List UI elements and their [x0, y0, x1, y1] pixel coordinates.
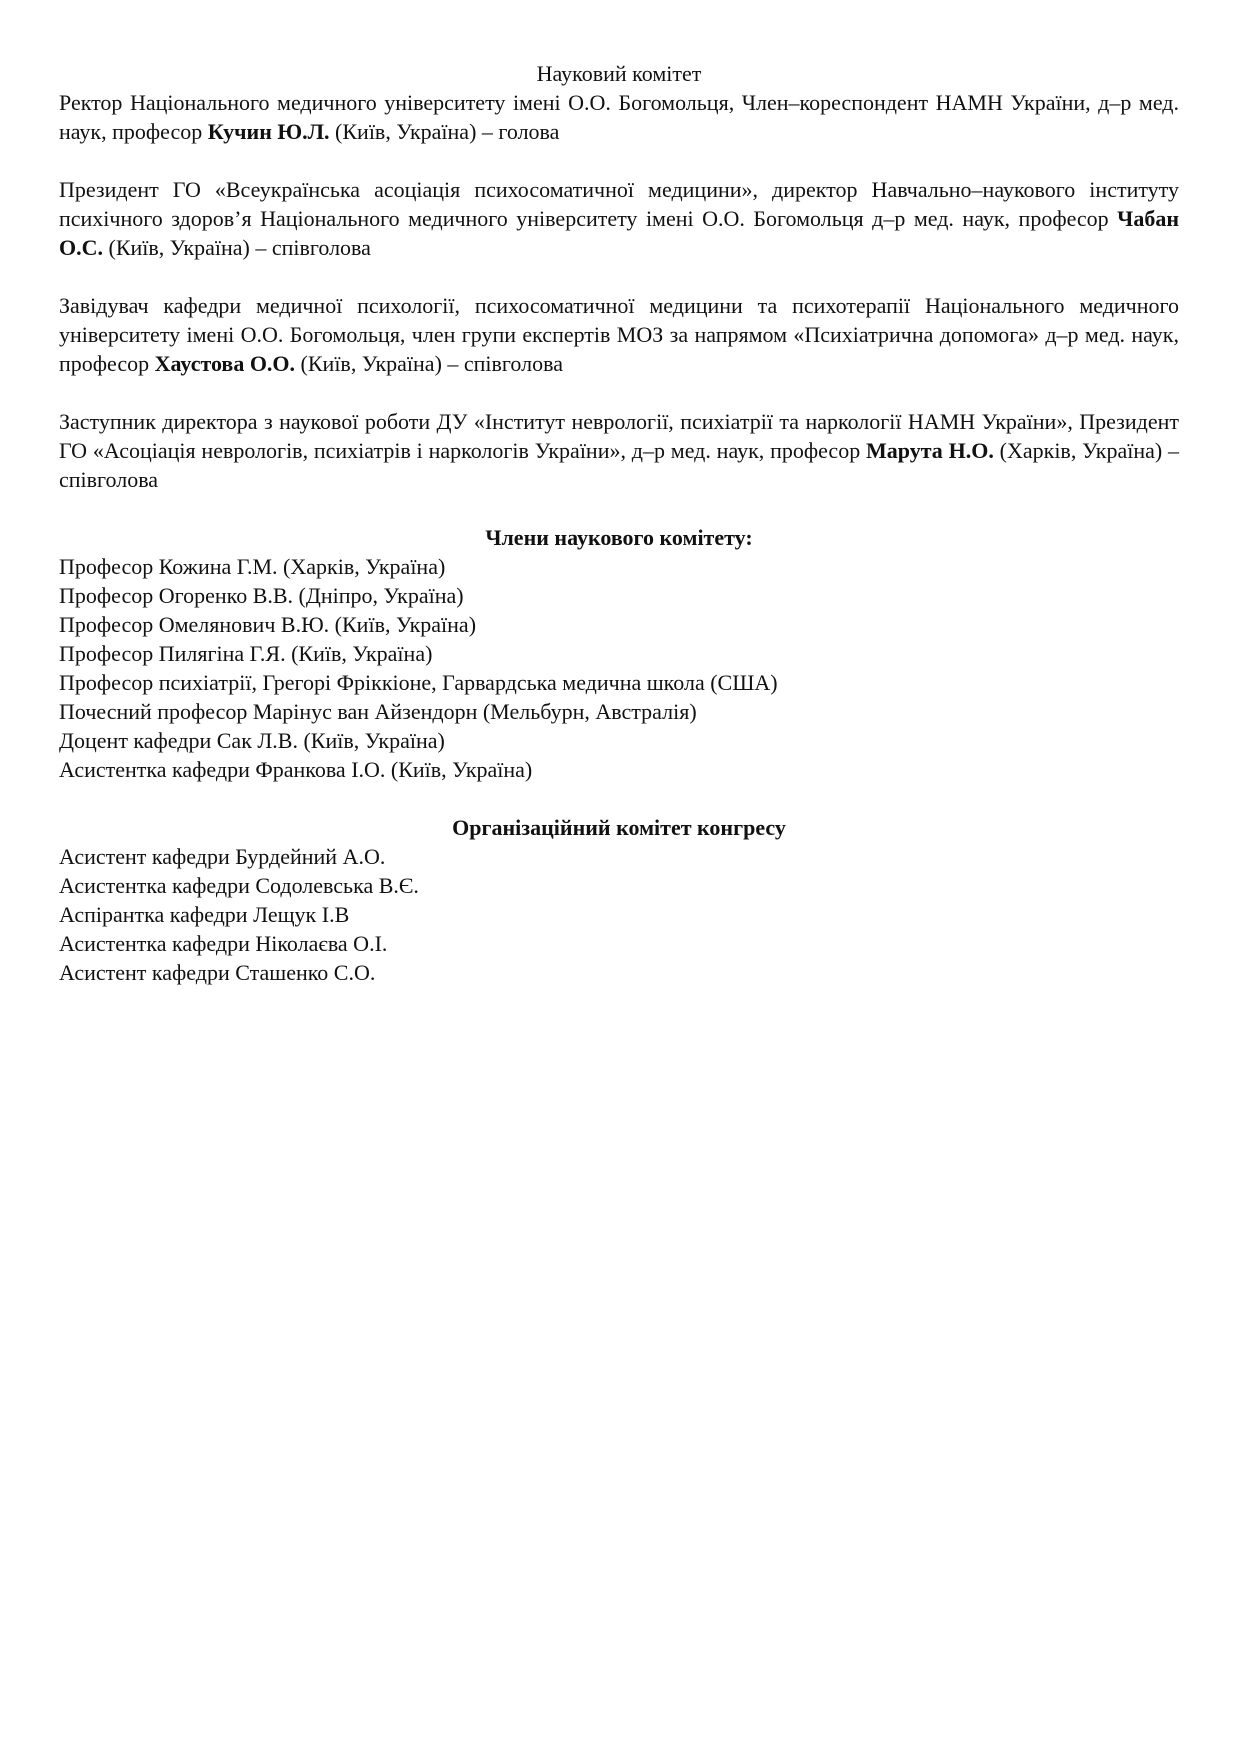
list-item: Почесний професор Марінус ван Айзендорн (Мельбурн, Австралія) [59, 699, 697, 724]
chair-name: Кучин Ю.Л. [207, 119, 330, 144]
list-item: Професор Пилягіна Г.Я. (Київ, Україна) [59, 641, 433, 666]
co-chair-location-role: (Харків, Україна) – співголова [59, 438, 1179, 492]
spacer [59, 262, 1179, 291]
co-chair-entry [59, 407, 1179, 494]
organizing-committee-heading: Організаційний комітет конгресу [452, 815, 786, 840]
list-item: Професор Огоренко В.В. (Дніпро, Україна) [59, 583, 464, 608]
members-heading: Члени наукового комітету: [485, 525, 753, 550]
co-chair-location-role: (Київ, Україна) – співголова [103, 235, 371, 260]
co-chair-name: Марута Н.О. [866, 438, 994, 463]
spacer [59, 146, 1179, 175]
list-item: Асистентка кафедри Ніколаєва О.І. [59, 931, 388, 956]
co-chair-name: Хаустова О.О. [154, 351, 296, 376]
list-item: Професор психіатрії, Грегорі Фріккіоне, Гарвардська медична школа (США) [59, 670, 778, 695]
co-chair-entry [59, 175, 1179, 262]
organizing-committee-list [59, 842, 1179, 987]
co-chair-location-role: (Київ, Україна) – співголова [295, 351, 563, 376]
spacer [59, 494, 1179, 523]
co-chair-description: Заступник директора з наукової роботи ДУ «Інститут неврології, психіатрії та наркології НАМН України», Президент ГО «Асоціація неврологів, психіатрів і наркологів України», д–р мед. наук, професор [59, 409, 1179, 463]
chair-location-role: (Київ, Україна) – голова [329, 119, 560, 144]
document-title: Науковий комітет [536, 61, 702, 86]
list-item: Асистентка кафедри Содолевська В.Є. [59, 873, 419, 898]
list-item: Асистент кафедри Сташенко С.О. [59, 960, 376, 985]
members-list [59, 552, 1179, 784]
list-item: Аспірантка кафедри Лещук І.В [59, 902, 350, 927]
chair-description: Ректор Національного медичного університету імені О.О. Богомольця, Член–кореспондент НАМН України, д–р мед. наук, професор [59, 90, 1179, 144]
document-page [59, 59, 1179, 987]
list-item: Професор Омелянович В.Ю. (Київ, Україна) [59, 612, 477, 637]
list-item: Професор Кожина Г.М. (Харків, Україна) [59, 554, 446, 579]
chair-entry [59, 88, 1179, 146]
list-item: Доцент кафедри Сак Л.В. (Київ, Україна) [59, 728, 445, 753]
list-item: Асистент кафедри Бурдейний А.О. [59, 844, 386, 869]
co-chair-name: Чабан О.С. [59, 206, 1179, 260]
co-chair-description: Президент ГО «Всеукраїнська асоціація психосоматичної медицини», директор Навчально–наукового інституту психічного здоров’я Національного медичного університету імені О.О. Богомольця д–р мед. наук, професор [59, 177, 1179, 231]
list-item: Асистентка кафедри Франкова І.О. (Київ, Україна) [59, 757, 533, 782]
spacer [59, 784, 1179, 813]
co-chair-entry [59, 291, 1179, 378]
co-chair-description: Завідувач кафедри медичної психології, психосоматичної медицини та психотерапії Національного медичного університету імені О.О. Богомольця, член групи експертів МОЗ за напрямом «Психіатрична допомога» д–р мед. наук, професор [59, 293, 1179, 376]
spacer [59, 378, 1179, 407]
